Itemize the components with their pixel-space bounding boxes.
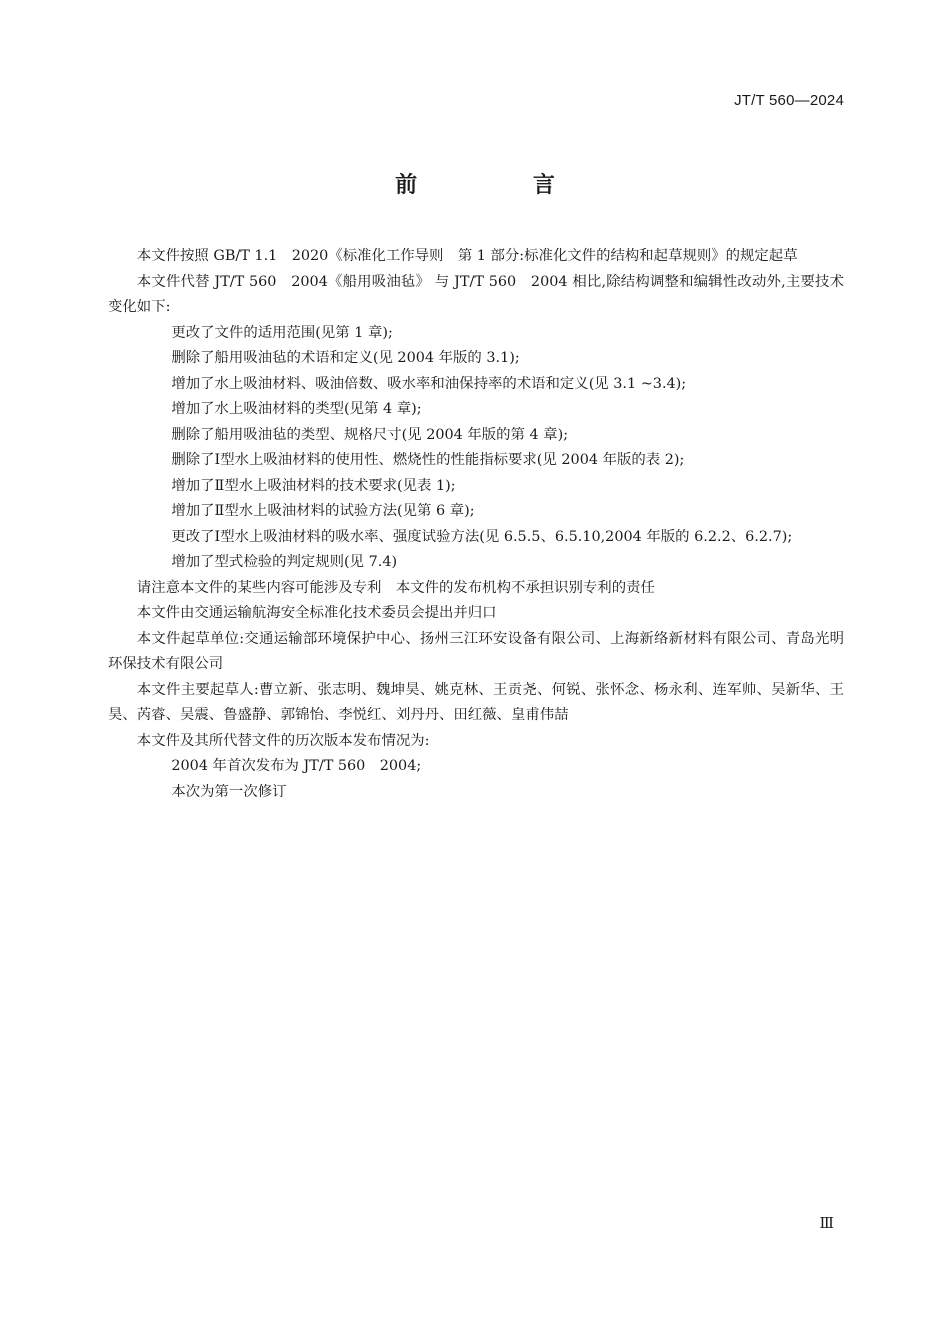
- patent-notice: 请注意本文件的某些内容可能涉及专利 本文件的发布机构不承担识别专利的责任: [136, 579, 655, 596]
- version-history-intro: 本文件及其所代替文件的历次版本发布情况为:: [136, 732, 430, 749]
- drafting-units: 本文件起草单位:交通运输部环境保护中心、扬州三江环安设备有限公司、上海新络新材料有限公司、青岛光明环保技术有限公司: [108, 630, 844, 672]
- list-item: 增加了Ⅱ型水上吸油材料的技术要求(见表 1);: [171, 477, 456, 494]
- proposer-statement: 本文件由交通运输航海安全标准化技术委员会提出并归口: [136, 605, 497, 621]
- main-drafters: 本文件主要起草人:曹立新、张志明、魏坤昊、姚克林、王贡尧、何锐、张怀念、杨永利、连军帅、吴新华、王昊、芮睿、吴震、鲁盛静、郭锦怡、李悦红、刘丹丹、田红薇、皇甫伟喆: [108, 681, 844, 723]
- document-code: JT/T 560—2024: [734, 92, 844, 109]
- list-item: 更改了文件的适用范围(见第 1 章);: [171, 324, 393, 341]
- version-history-list: [108, 754, 844, 805]
- list-item: 删除了船用吸油毡的类型、规格尺寸(见 2004 年版的第 4 章);: [171, 426, 569, 443]
- list-item: 增加了型式检验的判定规则(见 7.4): [171, 554, 398, 570]
- foreword-body: [108, 244, 844, 805]
- list-item: 更改了Ⅰ型水上吸油材料的吸水率、强度试验方法(见 6.5.5、6.5.10,2004 年版的 6.2.2、6.2.7);: [171, 528, 793, 545]
- list-item: 删除了Ⅰ型水上吸油材料的使用性、燃烧性的性能指标要求(见 2004 年版的表 2);: [171, 452, 685, 468]
- list-item: 删除了船用吸油毡的术语和定义(见 2004 年版的 3.1);: [171, 350, 520, 366]
- drafting-basis-paragraph: 本文件按照 GB/T 1.1 2020《标准化工作导则 第 1 部分:标准化文件的结构和起草规则》的规定起草: [136, 248, 798, 264]
- page-number: Ⅲ: [819, 1214, 834, 1232]
- list-item: 增加了Ⅱ型水上吸油材料的试验方法(见第 6 章);: [171, 503, 475, 519]
- list-item: 增加了水上吸油材料、吸油倍数、吸水率和油保持率的术语和定义(见 3.1 ~3.4);: [171, 375, 687, 392]
- replacement-paragraph: 本文件代替 JT/T 560 2004《船用吸油毡》 与 JT/T 560 2004 相比,除结构调整和编辑性改动外,主要技术变化如下:: [108, 273, 844, 315]
- list-item: 增加了水上吸油材料的类型(见第 4 章);: [171, 401, 422, 417]
- technical-changes-list: [108, 321, 844, 576]
- page-title: 前 言: [395, 173, 609, 198]
- list-item: 本次为第一次修订: [171, 783, 287, 800]
- list-item: 2004 年首次发布为 JT/T 560 2004;: [171, 758, 422, 774]
